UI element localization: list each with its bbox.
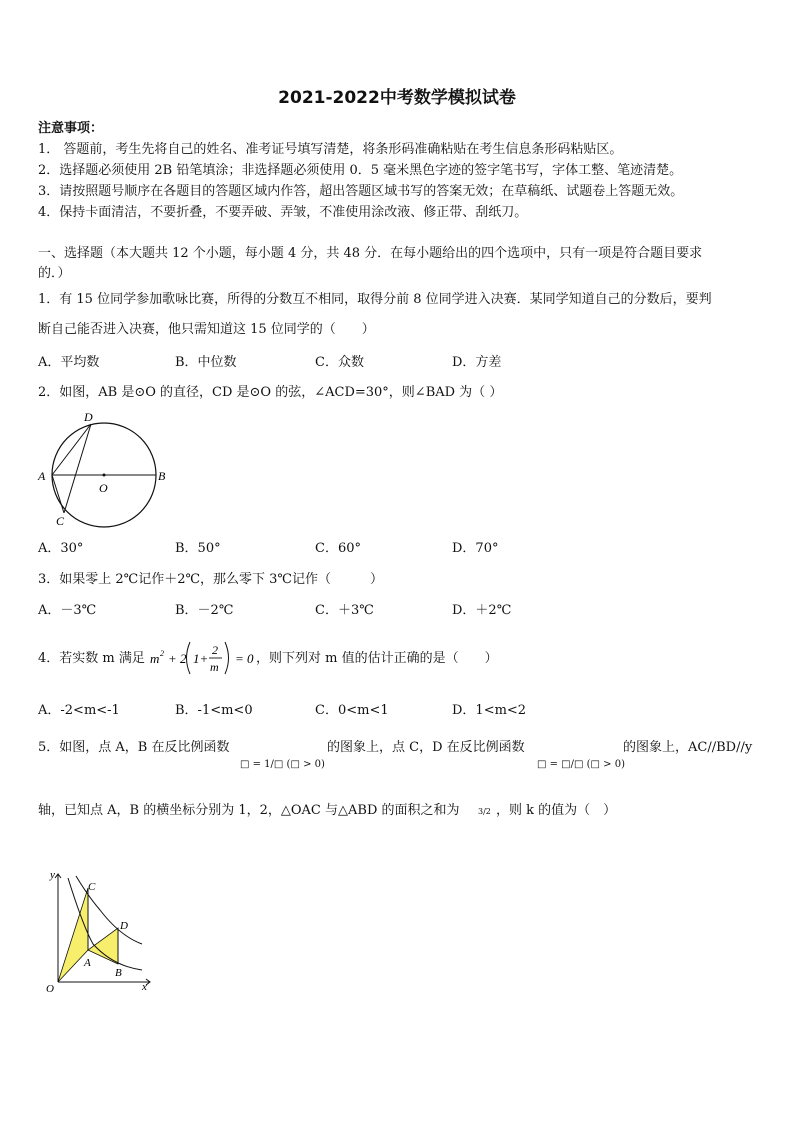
question-4-stem-prefix: 4．若实数 m 满足 xyxy=(38,651,145,666)
q3-option-c: C．＋3℃ xyxy=(315,603,374,618)
segment-ad xyxy=(52,424,91,475)
question-5-stem-part2: 的图象上，点 C，D 在反比例函数 xyxy=(327,740,525,755)
svg-text:1+: 1+ xyxy=(193,651,209,666)
label-a: A xyxy=(84,957,91,969)
question-2-stem: 2．如图，AB 是⊙O 的直径，CD 是⊙O 的弦，∠ACD=30°，则∠BAD 为（ ） xyxy=(38,385,503,400)
svg-text:+ 2: + 2 xyxy=(168,651,187,666)
q3-option-d: D．＋2℃ xyxy=(452,603,512,618)
svg-text:= 0: = 0 xyxy=(235,651,254,666)
svg-text:m: m xyxy=(150,651,160,666)
notice-item: 4．保持卡面清洁，不要折叠，不要弄破、弄皱，不准使用涂改液、修正带、刮纸刀。 xyxy=(38,205,528,220)
notice-item: 1． 答题前，考生先将自己的姓名、准考证号填写清楚，将条形码准确粘贴在考生信息条形码粘贴区。 xyxy=(38,142,623,157)
label-b: B xyxy=(115,967,122,979)
q5-fraction: 3/2 xyxy=(478,807,491,816)
q1-option-a: A．平均数 xyxy=(38,355,100,370)
q4-formula xyxy=(148,636,254,680)
q2-option-d: D．70° xyxy=(452,541,499,556)
section-heading-cont: 的．） xyxy=(38,266,71,281)
label-d: D xyxy=(84,410,93,424)
label-d: D xyxy=(120,920,128,932)
question-5-stem-line2: 轴，已知点 A，B 的横坐标分别为 1，2，△OAC 与△ABD 的面积之和为 xyxy=(38,803,460,818)
q2-option-a: A．30° xyxy=(38,541,84,556)
q4-option-b: B．-1<m<0 xyxy=(175,703,253,718)
label-b: B xyxy=(158,469,166,483)
label-a: A xyxy=(38,469,46,483)
question-4-stem-suffix: ，则下列对 m 值的估计正确的是（ ） xyxy=(256,651,498,666)
notice-heading: 注意事项： xyxy=(38,121,104,136)
triangle-abd xyxy=(88,928,118,964)
svg-text:2: 2 xyxy=(160,649,164,658)
q2-option-c: C．60° xyxy=(315,541,361,556)
circle-diagram xyxy=(34,405,174,533)
q1-option-c: C．众数 xyxy=(315,355,364,370)
q3-option-a: A．－3℃ xyxy=(38,603,97,618)
notice-item: 3．请按照题号顺序在各题目的答题区域内作答，超出答题区域书写的答案无效；在草稿纸、试题卷上答题无效。 xyxy=(38,184,684,199)
section-heading: 一、选择题（本大题共 12 个小题，每小题 4 分，共 48 分．在每小题给出的四个选项中，只有一项是符合题目要求 xyxy=(38,246,703,261)
notice-item: 2．选择题必须使用 2B 铅笔填涂；非选择题必须使用 0．5 毫米黑色字迹的签字笔书写，字体工整、笔迹清楚。 xyxy=(38,163,683,178)
q5-function-1: □ = 1/□ (□ > 0) xyxy=(240,759,325,770)
label-y: y xyxy=(50,869,55,881)
svg-text:m: m xyxy=(210,660,219,674)
question-5-stem-line2-end: ，则 k 的值为（ ） xyxy=(496,803,617,818)
q2-option-b: B．50° xyxy=(175,541,221,556)
label-x: x xyxy=(142,981,147,993)
question-5-stem-part3: 的图象上，AC//BD//y xyxy=(623,740,753,755)
segment-ac xyxy=(52,475,64,513)
page-title: 2021-2022中考数学模拟试卷 xyxy=(278,88,516,108)
question-3-stem: 3．如果零上 2℃记作＋2℃，那么零下 3℃记作（ ） xyxy=(38,572,383,587)
q5-function-2: □ = □/□ (□ > 0) xyxy=(537,759,625,770)
q1-option-d: D．方差 xyxy=(452,355,502,370)
hyperbola-diagram xyxy=(38,866,156,996)
question-1-stem: 1．有 15 位同学参加歌咏比赛，所得的分数互不相同，取得分前 8 位同学进入决赛．某同学知道自己的分数后，要判 xyxy=(38,292,712,307)
label-c: C xyxy=(88,881,96,893)
svg-text:2: 2 xyxy=(212,643,218,657)
question-1-stem-cont: 断自己能否进入决赛，他只需知道这 15 位同学的（ ） xyxy=(38,322,375,337)
q1-option-b: B．中位数 xyxy=(175,355,237,370)
q4-option-a: A．-2<m<-1 xyxy=(38,703,120,718)
q3-option-b: B．－2℃ xyxy=(175,603,234,618)
question-5-stem-part1: 5．如图，点 A，B 在反比例函数 xyxy=(38,740,230,755)
label-o: O xyxy=(46,983,54,995)
label-c: C xyxy=(56,514,65,528)
label-o: O xyxy=(99,481,108,495)
q4-option-d: D．1<m<2 xyxy=(452,703,527,718)
q4-option-c: C．0<m<1 xyxy=(315,703,389,718)
